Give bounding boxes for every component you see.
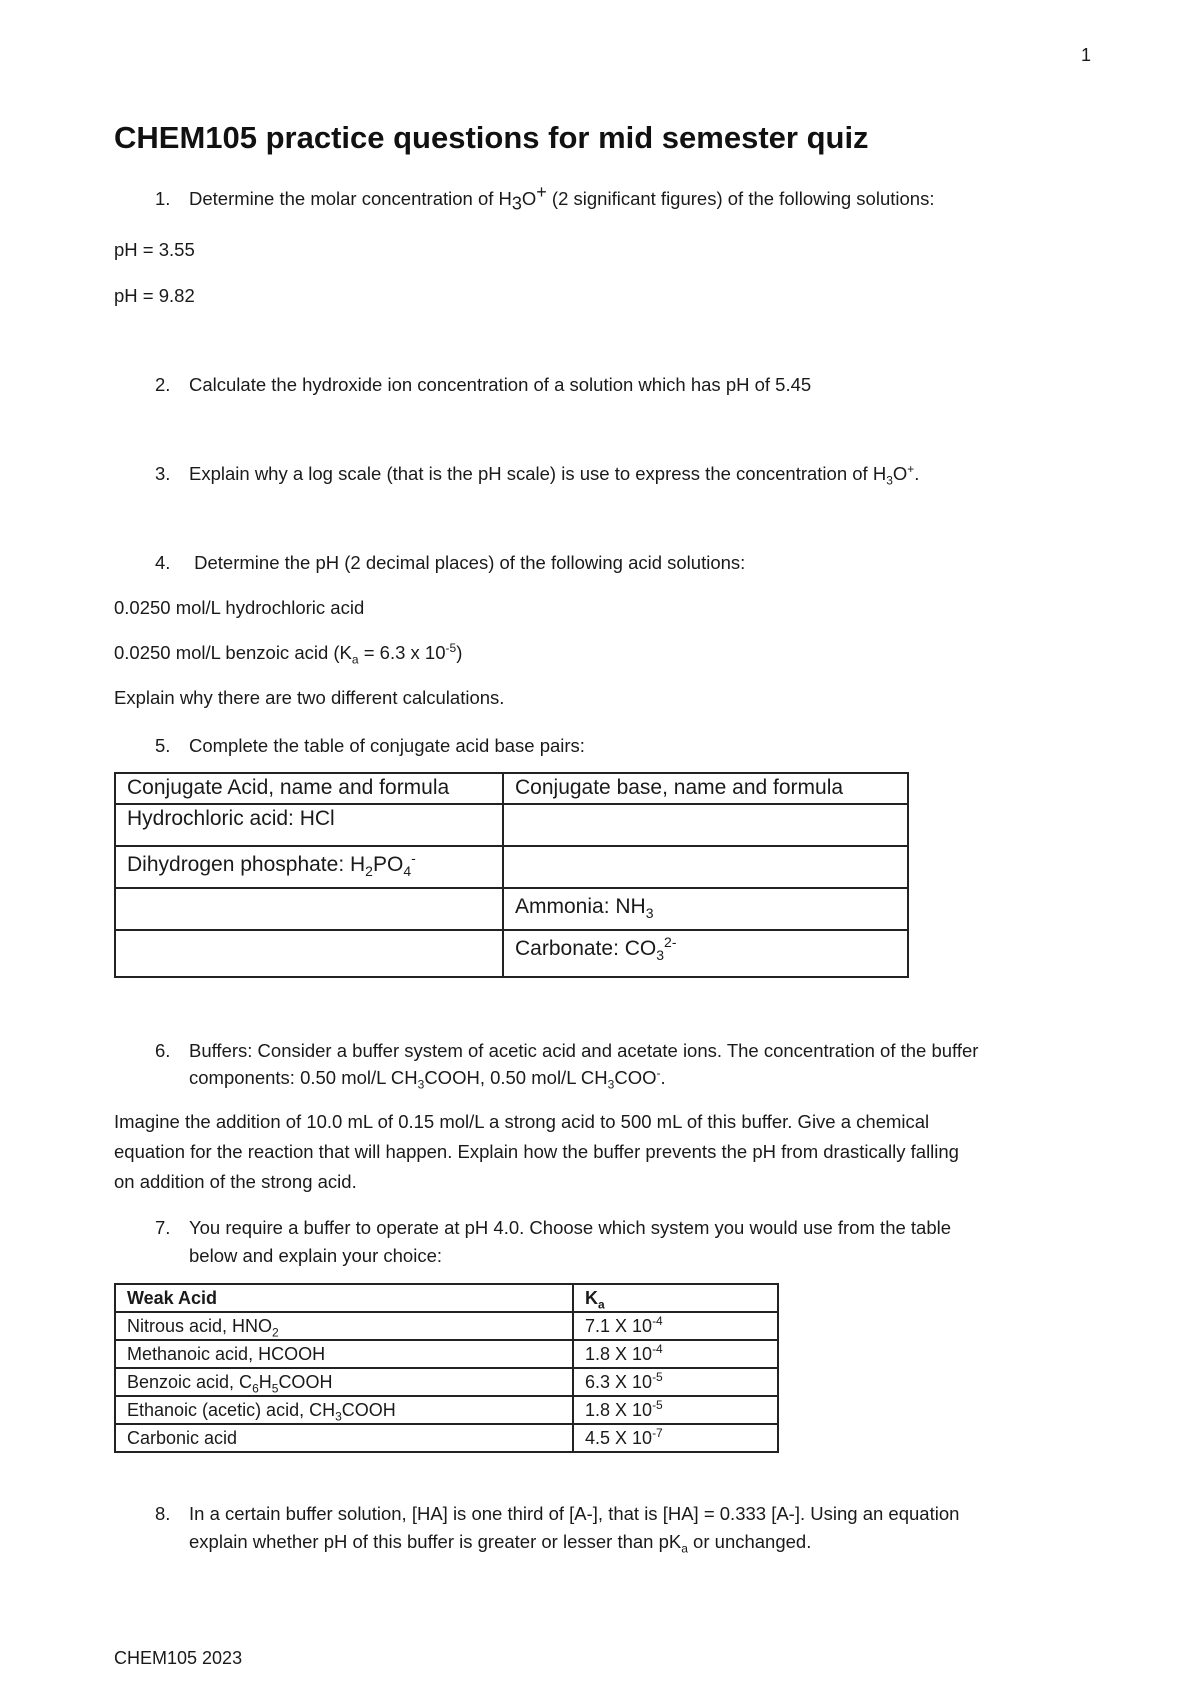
text: ) <box>456 642 463 663</box>
table-cell <box>503 888 908 930</box>
superscript: -4 <box>652 1341 663 1356</box>
subscript: 3 <box>335 1409 342 1424</box>
question-number: 6. <box>155 1040 171 1061</box>
table-cell <box>573 1340 778 1368</box>
table-cell <box>573 1368 778 1396</box>
text: explain whether pH of this buffer is greater or lesser than pK <box>189 1531 682 1552</box>
subscript: 3 <box>656 947 665 964</box>
question-7-line-2: below and explain your choice: <box>189 1245 442 1266</box>
superscript: -4 <box>652 1313 663 1328</box>
text: = 6.3 x 10 <box>358 642 446 663</box>
question-3 <box>155 461 920 488</box>
table-cell-empty <box>115 930 503 977</box>
question-text-end: (2 significant figures) of the following solutions: <box>546 188 935 209</box>
subscript: 6 <box>252 1381 259 1396</box>
question-2 <box>155 374 811 396</box>
paragraph-line: equation for the reaction that will happen. Explain how the buffer prevents the pH from drastically falling <box>114 1141 959 1162</box>
ph-value-2: pH = 9.82 <box>114 285 195 306</box>
subscript: a <box>598 1297 605 1312</box>
paragraph-line: on addition of the strong acid. <box>114 1171 357 1192</box>
table-cell <box>503 930 908 977</box>
question-number: 4. <box>155 552 171 573</box>
text: Benzoic acid, C <box>127 1371 253 1392</box>
page-number: 1 <box>1081 45 1092 65</box>
subscript: 3 <box>607 1077 615 1092</box>
text: COOH <box>278 1371 333 1392</box>
superscript: + <box>907 461 915 476</box>
table-row <box>115 846 908 888</box>
question-text: Calculate the hydroxide ion concentration of a solution which has pH of 5.45 <box>189 374 812 395</box>
superscript: + <box>536 181 547 202</box>
subscript: 3 <box>511 193 522 214</box>
page-footer: CHEM105 2023 <box>114 1648 243 1668</box>
text: PO <box>372 853 404 876</box>
text: 1.8 X 10 <box>585 1343 653 1364</box>
table-header-row <box>115 773 908 804</box>
text: 0.0250 mol/L benzoic acid (K <box>114 642 352 663</box>
question-text: Complete the table of conjugate acid base pairs: <box>189 735 585 756</box>
table-cell <box>115 1368 573 1396</box>
table-row <box>115 930 908 977</box>
text: 7.1 X 10 <box>585 1315 653 1336</box>
question-number: 8. <box>155 1503 171 1524</box>
acid-line-1: 0.0250 mol/L hydrochloric acid <box>114 597 365 618</box>
table-row <box>115 1340 778 1368</box>
table-cell <box>115 1340 573 1368</box>
text: COO <box>614 1067 657 1088</box>
table-header-cell: Weak Acid <box>115 1284 573 1312</box>
question-5 <box>155 735 585 757</box>
table-cell <box>115 1424 573 1452</box>
question-number: 7. <box>155 1217 171 1238</box>
question-number: 2. <box>155 374 171 395</box>
table-cell <box>115 1396 573 1424</box>
question-text: Determine the molar concentration of H <box>189 188 512 209</box>
text: Dihydrogen phosphate: H <box>127 853 366 876</box>
superscript: -5 <box>652 1369 663 1384</box>
table-row <box>115 804 908 846</box>
table-header-cell: Conjugate base, name and formula <box>503 773 908 804</box>
superscript: -5 <box>445 640 457 655</box>
formula-o: O <box>892 463 908 484</box>
text: . <box>660 1067 666 1088</box>
superscript: -5 <box>652 1397 663 1412</box>
text: COOH, 0.50 mol/L CH <box>424 1067 608 1088</box>
question-6 <box>155 1040 978 1062</box>
table-header-cell: Conjugate Acid, name and formula <box>115 773 503 804</box>
text: 6.3 X 10 <box>585 1371 653 1392</box>
subscript: 3 <box>417 1077 425 1092</box>
question-text: Explain why a log scale (that is the pH scale) is use to express the concentration of H <box>189 463 887 484</box>
table-cell-empty <box>503 846 908 888</box>
table-cell <box>573 1424 778 1452</box>
question-8-line-2 <box>189 1531 812 1556</box>
question-text: Buffers: Consider a buffer system of acetic acid and acetate ions. The concentration of the buffer <box>189 1040 979 1061</box>
question-text: In a certain buffer solution, [HA] is one third of [A-], that is [HA] = 0.333 [A-]. Using an equation <box>189 1503 960 1524</box>
subscript: 4 <box>403 863 412 880</box>
question-6-line-2 <box>189 1065 666 1092</box>
text: Nitrous acid, HNO <box>127 1315 273 1336</box>
formula-o: O <box>521 188 537 209</box>
table-cell <box>573 1396 778 1424</box>
subscript: 5 <box>271 1381 279 1396</box>
weak-acid-table <box>114 1283 779 1453</box>
table-row <box>115 1424 778 1452</box>
text: 1.8 X 10 <box>585 1399 653 1420</box>
superscript: - <box>656 1065 661 1080</box>
paragraph-line: Imagine the addition of 10.0 mL of 0.15 mol/L a strong acid to 500 mL of this buffer. Give a chemical <box>114 1111 930 1132</box>
explain-line: Explain why there are two different calculations. <box>114 687 505 708</box>
question-8 <box>155 1503 959 1525</box>
question-number: 1. <box>155 188 171 209</box>
table-header-cell <box>573 1284 778 1312</box>
question-1 <box>155 181 935 214</box>
table-cell <box>115 846 503 888</box>
question-number: 5. <box>155 735 171 756</box>
superscript: 2- <box>664 934 677 950</box>
table-cell <box>573 1312 778 1340</box>
question-number: 3. <box>155 463 171 484</box>
conjugate-pairs-table <box>114 772 909 978</box>
text: Carbonic acid <box>127 1427 238 1448</box>
table-cell-empty <box>115 888 503 930</box>
table-cell <box>115 1312 573 1340</box>
question-text: Determine the pH (2 decimal places) of the following acid solutions: <box>189 552 746 573</box>
subscript: 3 <box>886 473 893 488</box>
subscript: 3 <box>645 905 654 922</box>
text: 4.5 X 10 <box>585 1427 653 1448</box>
question-7 <box>155 1217 951 1239</box>
subscript: 2 <box>272 1325 279 1340</box>
text: or unchanged. <box>687 1531 812 1552</box>
text: K <box>585 1287 598 1308</box>
acid-line-2 <box>114 640 463 667</box>
text: COOH <box>341 1399 396 1420</box>
question-text: You require a buffer to operate at pH 4.0. Choose which system you would use from the table <box>189 1217 952 1238</box>
question-text-end: . <box>914 463 920 484</box>
text: Ammonia: NH <box>515 895 646 918</box>
table-cell-empty <box>503 804 908 846</box>
subscript: a <box>681 1541 688 1556</box>
text: Methanoic acid, HCOOH <box>127 1343 326 1364</box>
text: Carbonate: CO <box>515 937 657 960</box>
text: Ethanoic (acetic) acid, CH <box>127 1399 336 1420</box>
subscript: a <box>351 652 359 667</box>
text: components: 0.50 mol/L CH <box>189 1067 418 1088</box>
table-row <box>115 888 908 930</box>
question-4 <box>155 552 745 574</box>
table-row <box>115 1368 778 1396</box>
page-title: CHEM105 practice questions for mid semester quiz <box>114 120 869 155</box>
table-row <box>115 1312 778 1340</box>
text: H <box>258 1371 272 1392</box>
table-row <box>115 1396 778 1424</box>
superscript: -7 <box>652 1425 663 1440</box>
superscript: - <box>411 850 416 866</box>
table-cell: Hydrochloric acid: HCl <box>115 804 503 846</box>
subscript: 2 <box>365 863 373 880</box>
ph-value-1: pH = 3.55 <box>114 239 195 260</box>
table-header-row <box>115 1284 778 1312</box>
